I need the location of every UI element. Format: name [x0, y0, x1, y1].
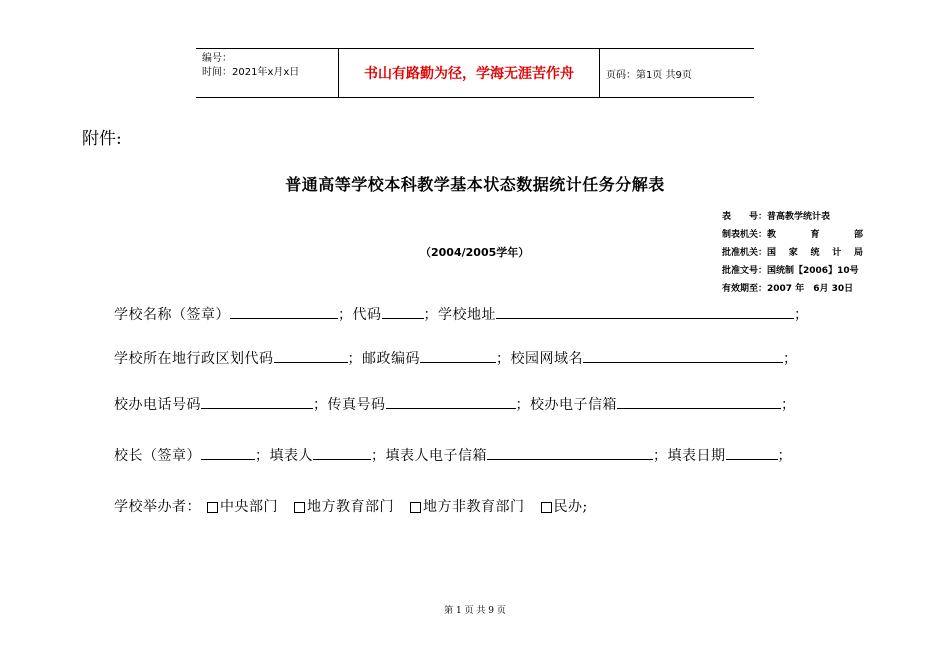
code-field[interactable]	[382, 302, 424, 319]
option-local-non-edu: 地方非教育部门	[423, 499, 525, 515]
sponsor-label: 学校举办者：	[114, 499, 201, 515]
form-meta-block	[722, 208, 863, 298]
number-label: 编号：	[202, 53, 232, 64]
postal-label: ；邮政编码	[347, 351, 420, 367]
domain-field[interactable]	[583, 346, 783, 363]
checkbox-local-non-edu[interactable]	[410, 502, 421, 513]
row4-end: ；	[777, 448, 792, 464]
option-private: 民办;	[553, 499, 588, 515]
region-code-field[interactable]	[274, 346, 348, 363]
meta-valid-until-value: 2007 年 6月 30日	[767, 284, 854, 294]
option-central: 中央部门	[220, 499, 278, 515]
header-page-info: 页码：第1页 共9页	[606, 69, 692, 81]
header-slogan: 书山有路勤为径，学海无涯苦作舟	[339, 49, 600, 97]
meta-form-no-label: 表 号：	[722, 212, 768, 222]
page-footer: 第 1 页 共 9 页	[444, 606, 506, 616]
row1-end: ；	[794, 307, 809, 323]
code-label: ；代码	[338, 307, 382, 323]
meta-valid-until	[722, 280, 863, 298]
office-email-label: ；校办电子信箱	[515, 397, 617, 413]
date-label: ；填表日期	[653, 448, 726, 464]
meta-approver-value: 国 家 统 计 局	[767, 248, 864, 258]
meta-issuer-label: 制表机关：	[722, 230, 768, 240]
row2-end: ；	[783, 351, 798, 367]
row3-end: ；	[781, 397, 796, 413]
meta-approval-doc	[722, 262, 863, 280]
meta-issuer	[722, 226, 863, 244]
meta-approver-label: 批准机关：	[722, 248, 768, 258]
president-field[interactable]	[201, 443, 255, 460]
row-region	[114, 346, 798, 368]
phone-label: 校办电话号码	[114, 397, 201, 413]
filler-label: ；填表人	[255, 448, 313, 464]
postal-field[interactable]	[420, 346, 496, 363]
document-title: 普通高等学校本科教学基本状态数据统计任务分解表	[285, 175, 665, 194]
meta-approver	[722, 244, 863, 262]
page-header	[196, 48, 754, 98]
meta-approval-doc-value: 国统制【2006】10号	[767, 266, 859, 276]
time-label: 时间：2021年x月x日	[202, 67, 300, 78]
checkbox-private[interactable]	[541, 502, 552, 513]
academic-year: （2004/2005学年）	[420, 246, 530, 259]
row-sponsor	[114, 496, 588, 518]
fax-label: ；传真号码	[313, 397, 386, 413]
date-field[interactable]	[726, 443, 778, 460]
office-email-field[interactable]	[617, 392, 781, 409]
school-name-label: 学校名称（签章）	[114, 307, 230, 323]
checkbox-local-edu[interactable]	[294, 502, 305, 513]
meta-valid-until-label: 有效期至：	[722, 284, 768, 294]
domain-label: ；校园网域名	[496, 351, 583, 367]
address-field[interactable]	[496, 302, 794, 319]
address-label: ；学校地址	[423, 307, 496, 323]
row-school-name	[114, 302, 809, 324]
row-president	[114, 443, 792, 465]
fax-field[interactable]	[386, 392, 516, 409]
region-code-label: 学校所在地行政区划代码	[114, 351, 274, 367]
header-meta	[196, 49, 339, 97]
filler-email-field[interactable]	[487, 443, 653, 460]
president-label: 校长（签章）	[114, 448, 201, 464]
checkbox-central[interactable]	[207, 502, 218, 513]
meta-issuer-value: 教 育 部	[767, 230, 864, 240]
attachment-label: 附件:	[82, 129, 122, 149]
phone-field[interactable]	[201, 392, 313, 409]
school-name-field[interactable]	[230, 302, 338, 319]
row-contact	[114, 392, 796, 414]
filler-field[interactable]	[313, 443, 371, 460]
filler-email-label: ；填表人电子信箱	[371, 448, 487, 464]
option-local-edu: 地方教育部门	[307, 499, 394, 515]
meta-form-no-value: 普高教学统计表	[767, 212, 831, 222]
meta-form-no	[722, 208, 863, 226]
meta-approval-doc-label: 批准文号：	[722, 266, 768, 276]
